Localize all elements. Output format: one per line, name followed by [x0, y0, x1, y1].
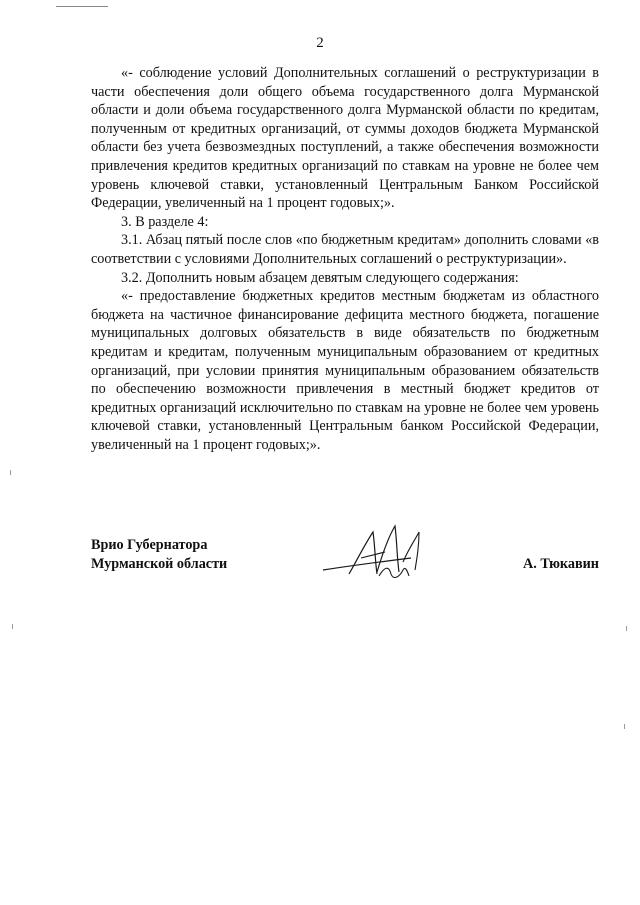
paragraph-section-4: 3. В разделе 4: — [121, 213, 209, 230]
signer-title-line-1: Врио Губернатора — [91, 537, 208, 553]
scan-edge-mark — [56, 6, 108, 7]
page-number: 2 — [316, 35, 324, 51]
paragraph-3-2: 3.2. Дополнить новым абзацем девятым следующего содержания: — [121, 269, 519, 286]
signature-block — [91, 536, 599, 596]
scan-margin-mark — [624, 724, 625, 729]
handwritten-signature — [319, 522, 439, 592]
paragraph-clause-text: «- соблюдение условий Дополнительных соглашений о реструктуризации в части обеспечения доли общего объема государственного долга Мурманской области и доли объема государственного долга Мурманской области по кредитам, полученным от кредитных организаций, от суммы доходов бюджета Мурманской области без учета безвозмездных поступлений, а также обеспечения возможности привлечения кредитов кредитных организаций по ставкам на уровне не более чем уровень ключевой ставки, установленный Центральным Банком Российской Федерации, увеличенный на 1 процент годовых;». — [91, 65, 599, 212]
signer-name: А. Тюкавин — [522, 555, 599, 572]
scan-margin-mark — [12, 624, 13, 629]
signer-title-line-2: Мурманской области — [91, 555, 228, 572]
paragraph-new-clause: «- предоставление бюджетных кредитов местным бюджетам из областного бюджета на частичное финансирование дефицита местного бюджета, погашение муниципальных долговых обязательств в виде обязательств по бюджетным кредитам и кредитам, полученным муниципальным образованием от кредитных организаций, при условии принятия муниципальным образованием обязательств по обеспечению возможности привлечения в местный бюджет кредитов от кредитных организаций исключительно по ставкам на уровне не более чем уровень ключевой ставки, установленный Центральным банком Российской Федерации, увеличенный на 1 процент годовых;». — [91, 288, 599, 453]
scan-margin-mark — [10, 470, 11, 475]
signer-title — [91, 536, 227, 573]
document-body — [91, 64, 599, 454]
scan-margin-mark — [626, 626, 627, 631]
paragraph-3-1: 3.1. Абзац пятый после слов «по бюджетным кредитам» дополнить словами «в соответствии с условиями Дополнительных соглашений о реструктуризации». — [91, 232, 599, 267]
